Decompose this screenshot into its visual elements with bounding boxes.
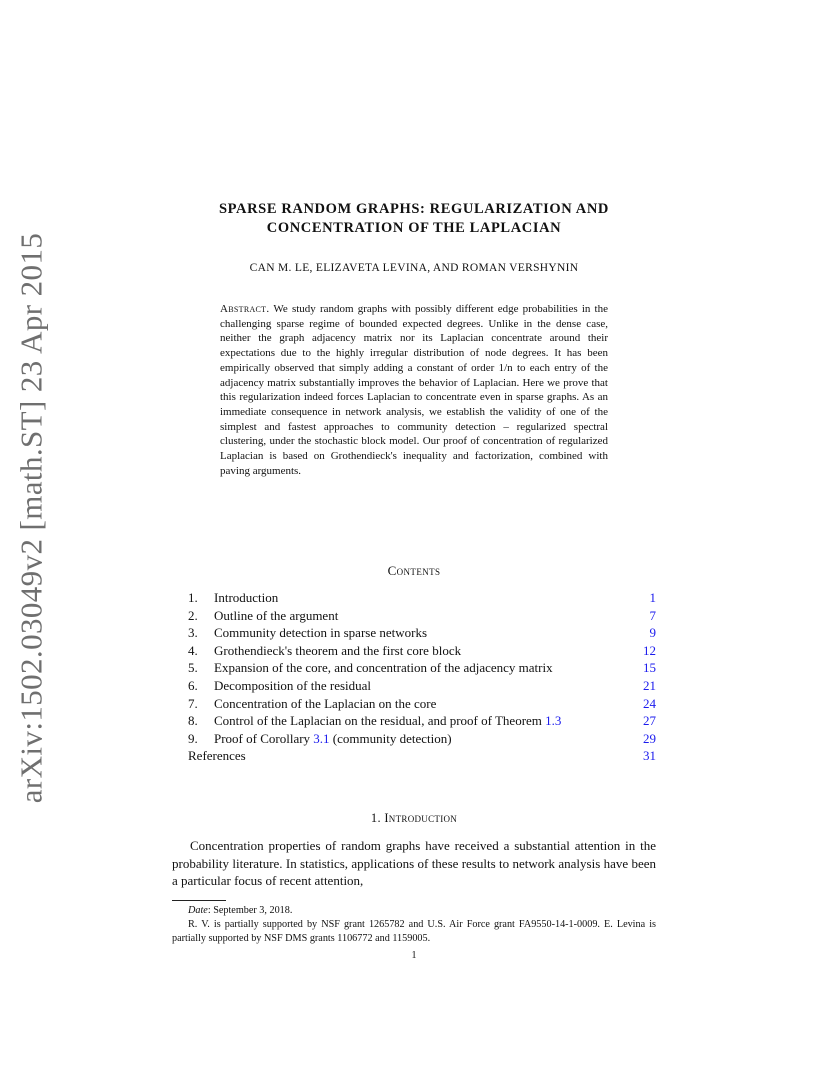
- footnote-date-value: : September 3, 2018.: [207, 905, 293, 916]
- section-heading-introduction: [150, 811, 678, 826]
- toc-entry-title-text: References: [188, 748, 246, 764]
- section-number: 1.: [370, 811, 381, 825]
- toc-entry[interactable]: [188, 659, 656, 677]
- toc-entry[interactable]: [188, 607, 656, 625]
- toc-entry[interactable]: [188, 624, 656, 642]
- toc-entry-title: [214, 677, 637, 695]
- abstract-text: We study random graphs with possibly different edge probabilities in the challenging sparse regime of bounded expected degrees. Unlike in the dense case, neither the graph adjacency matrix nor its Laplacian concentrate around their expectations due to the highly irregular distribution of node degrees. It has been empirically observed that simply adding a constant of order 1/n to each entry of the adjacency matrix substantially improves the behavior of Laplacian. Here we prove that this regularization indeed forces Laplacian to concentrate even in sparse graphs. As an immediate consequence in network analysis, we establish the validity of one of the simplest and fastest approaches to community detection – regularized spectral clustering, under the stochastic block model. Our proof of concentration of regularized Laplacian is based on Grothendieck's inequality and factorization, combined with paving arguments.: [220, 303, 608, 477]
- arxiv-stamp-text: arXiv:1502.03049v2 [math.ST] 23 Apr 2015: [13, 232, 49, 804]
- toc-entry-crossref-link[interactable]: 1.3: [545, 713, 562, 729]
- toc-entry-title-text: Community detection in sparse networks: [214, 625, 428, 641]
- toc-entry-title: [214, 730, 637, 748]
- toc-entry-title: [214, 607, 644, 625]
- toc-entry-title: [214, 659, 637, 677]
- toc-entry-title-text: Decomposition of the residual: [214, 677, 372, 693]
- abstract-label: Abstract.: [220, 303, 270, 315]
- toc-entry-number: 3.: [188, 625, 198, 641]
- toc-entry-number: 7.: [188, 695, 198, 711]
- toc-entry-page-link[interactable]: 31: [643, 748, 656, 764]
- toc-entry[interactable]: [188, 677, 656, 695]
- toc-entry-title-suffix: (community detection): [329, 730, 452, 746]
- toc-entry-title-text: Expansion of the core, and concentration of the adjacency matrix: [214, 660, 553, 676]
- page-number: 1: [411, 950, 417, 961]
- toc-entry[interactable]: [188, 642, 656, 660]
- toc-entry-crossref-link[interactable]: 3.1: [313, 730, 330, 746]
- toc-entry[interactable]: [188, 589, 656, 607]
- toc-entry-title: [214, 589, 644, 607]
- contents-heading: Contents: [387, 563, 441, 578]
- toc-entry-title-text: Introduction: [214, 590, 279, 605]
- toc-entry[interactable]: [188, 695, 656, 713]
- toc-entry-number: 2.: [188, 607, 198, 623]
- toc-entry-title-text: Control of the Laplacian on the residual, and proof of Theorem: [214, 713, 546, 729]
- footnote-date: [172, 904, 656, 918]
- toc-entry-title-text: Outline of the argument: [214, 607, 339, 623]
- toc-entry-title: [214, 695, 637, 713]
- toc-entry-title: [188, 747, 637, 765]
- title-line-1: SPARSE RANDOM GRAPHS: REGULARIZATION AND: [218, 201, 610, 217]
- toc-entry-page-link[interactable]: 29: [643, 730, 656, 746]
- toc-entry-title: [214, 642, 637, 660]
- footnote-funding: R. V. is partially supported by NSF grant 1265782 and U.S. Air Force grant FA9550-14-1-0009. E. Levina is partially supported by NSF DMS grants 1106772 and 1159005.: [172, 919, 656, 944]
- title-line-2: CONCENTRATION OF THE LAPLACIAN: [266, 220, 562, 236]
- footnote-date-label: Date: [188, 905, 208, 916]
- footnote-rule: [172, 900, 226, 901]
- toc-entry-title-text: Grothendieck's theorem and the first core block: [214, 642, 462, 658]
- paper-title: [150, 200, 678, 238]
- toc-entry-title-text: Concentration of the Laplacian on the core: [214, 695, 437, 711]
- toc-entry-page-link[interactable]: 7: [649, 607, 656, 623]
- toc-entry[interactable]: [188, 730, 656, 748]
- toc-entry-number: 9.: [188, 730, 198, 746]
- table-of-contents: [188, 589, 656, 765]
- footnotes: [172, 904, 656, 946]
- toc-entry-title: [214, 624, 644, 642]
- toc-entry-title: [214, 712, 637, 730]
- toc-entry-page-link[interactable]: 27: [643, 713, 656, 729]
- abstract: [220, 302, 608, 478]
- toc-entry-number: 5.: [188, 660, 198, 676]
- toc-entry-page-link[interactable]: 15: [643, 660, 656, 676]
- author-list: CAN M. LE, ELIZAVETA LEVINA, AND ROMAN VERSHYNIN: [249, 262, 579, 274]
- arxiv-stamp: [2, 232, 60, 804]
- toc-entry-number: 6.: [188, 677, 198, 693]
- introduction-paragraph: Concentration properties of random graphs have received a substantial attention in the probability literature. In statistics, applications of these results to network analysis have been a particular focus of recent attention,: [172, 838, 656, 888]
- toc-entry[interactable]: [188, 712, 656, 730]
- toc-entry-page-link[interactable]: 12: [643, 642, 656, 658]
- toc-entry-number: 8.: [188, 713, 198, 729]
- toc-entry-page-link[interactable]: 24: [643, 695, 656, 711]
- toc-entry-number: 4.: [188, 642, 198, 658]
- toc-entry[interactable]: [188, 747, 656, 765]
- toc-entry-page-link[interactable]: 1: [649, 590, 656, 605]
- toc-entry-number: 1.: [188, 590, 198, 605]
- toc-entry-page-link[interactable]: 21: [643, 677, 656, 693]
- toc-entry-title-text: Proof of Corollary: [214, 730, 314, 746]
- section-title: Introduction: [384, 811, 458, 825]
- toc-entry-page-link[interactable]: 9: [649, 625, 656, 641]
